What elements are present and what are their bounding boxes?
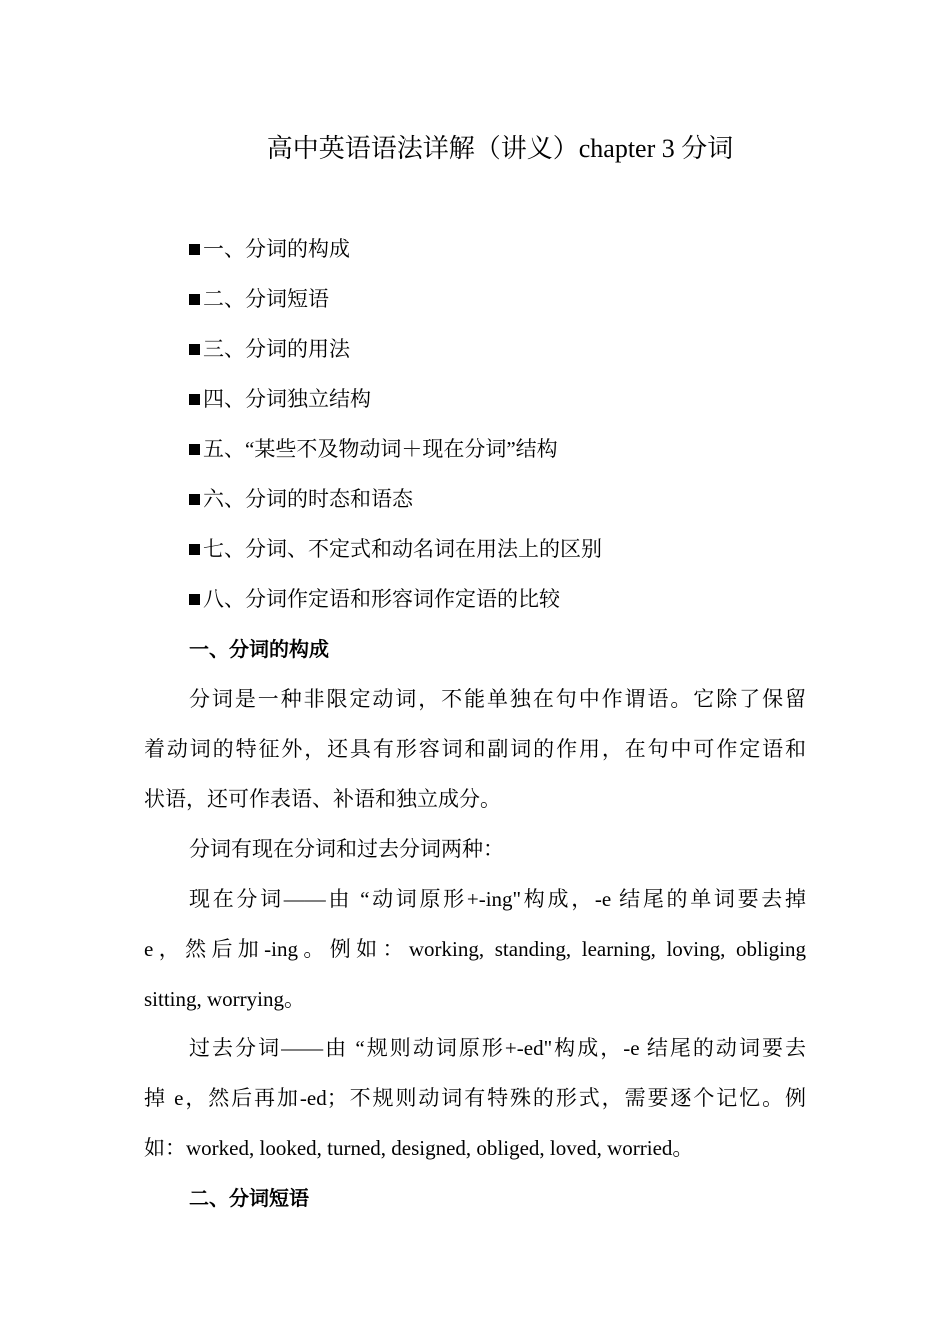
paragraph-line: e，然后加-ing。例如：working, standing, learning, loving, obliging [144,937,806,961]
toc-item [189,231,602,281]
document-title: 高中英语语法详解（讲义）chapter 3 分词 [266,134,734,163]
toc-item-label: 五、“某些不及物动词＋现在分词”结构 [203,437,558,461]
square-bullet-icon [189,294,200,305]
square-bullet-icon [189,544,200,555]
section-heading: 二、分词短语 [189,1186,309,1210]
square-bullet-icon [189,244,200,255]
table-of-contents [189,231,602,631]
toc-item-label: 二、分词短语 [203,287,329,311]
toc-item-label: 六、分词的时态和语态 [203,487,413,511]
square-bullet-icon [189,494,200,505]
toc-item-label: 八、分词作定语和形容词作定语的比较 [203,587,560,611]
paragraph-line: sitting, worrying。 [144,987,305,1011]
toc-item [189,381,602,431]
paragraph-line: 着动词的特征外，还具有形容词和副词的作用，在句中可作定语和 [144,737,806,761]
paragraph-line: 分词有现在分词和过去分词两种： [189,837,504,861]
paragraph-line: 状语，还可作表语、补语和独立成分。 [144,787,501,811]
square-bullet-icon [189,344,200,355]
toc-item [189,581,602,631]
paragraph-line: 现在分词——由 “动词原形+-ing"构成，-e 结尾的单词要去掉 [189,887,806,911]
paragraph-line: 过去分词——由 “规则动词原形+-ed"构成，-e 结尾的动词要去 [189,1036,806,1060]
toc-item [189,481,602,531]
toc-item-label: 三、分词的用法 [203,337,350,361]
square-bullet-icon [189,394,200,405]
toc-item [189,431,602,481]
paragraph-line: 如：worked, looked, turned, designed, obliged, loved, worried。 [144,1136,694,1160]
paragraph-line: 分词是一种非限定动词，不能单独在句中作谓语。它除了保留 [189,687,806,711]
square-bullet-icon [189,594,200,605]
toc-item [189,331,602,381]
section-heading: 一、分词的构成 [189,637,329,661]
toc-item-label: 四、分词独立结构 [203,387,371,411]
toc-item-label: 一、分词的构成 [203,237,350,261]
paragraph-line: 掉 e，然后再加-ed；不规则动词有特殊的形式，需要逐个记忆。例 [144,1086,806,1110]
square-bullet-icon [189,444,200,455]
toc-item-label: 七、分词、不定式和动名词在用法上的区别 [203,537,602,561]
toc-item [189,281,602,331]
toc-item [189,531,602,581]
